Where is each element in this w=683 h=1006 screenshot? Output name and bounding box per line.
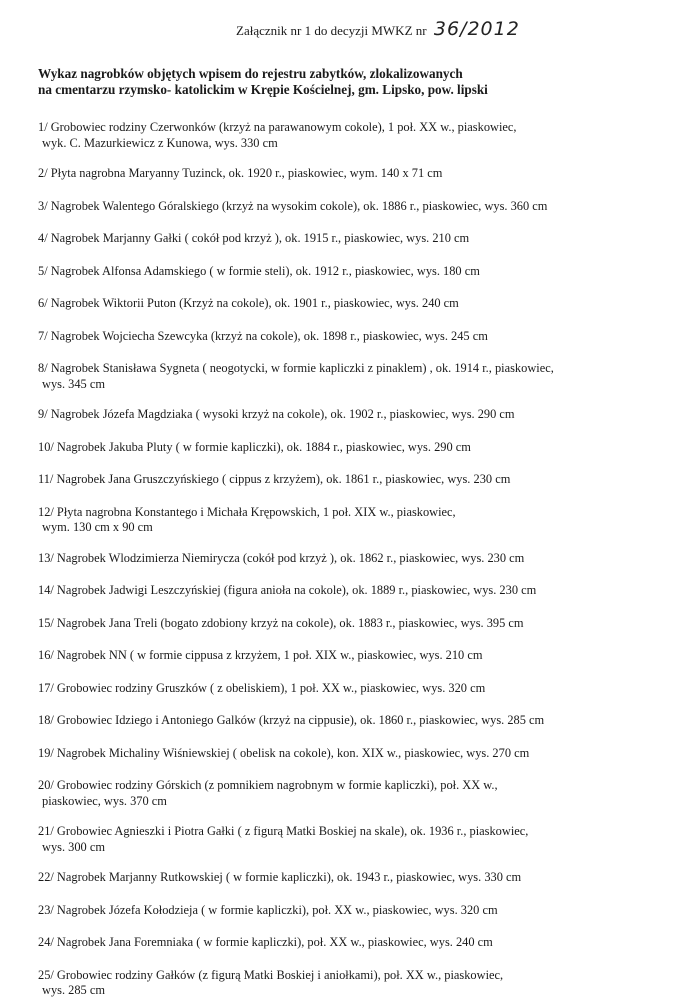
list-item-line-2: wys. 300 cm — [42, 839, 105, 854]
list-item-line-1: 7/ Nagrobek Wojciecha Szewcyka (krzyż na cokole), ok. 1898 r., piaskowiec, wys. 245 cm — [38, 328, 488, 343]
list-item — [38, 616, 668, 632]
list-spacer — [38, 344, 668, 361]
list-spacer — [38, 566, 668, 583]
list-item-line-1: 6/ Nagrobek Wiktorii Puton (Krzyż na cokole), ok. 1901 r., piaskowiec, wys. 240 cm — [38, 296, 459, 310]
list-item-line-2: piaskowiec, wys. 370 cm — [42, 793, 167, 808]
list-spacer — [38, 455, 668, 472]
list-spacer — [38, 631, 668, 648]
list-item-line-1: 17/ Grobowiec rodziny Gruszków ( z obeliskiem), 1 poł. XX w., piaskowiec, wys. 320 cm — [38, 680, 486, 695]
list-item — [38, 505, 668, 536]
list-item — [38, 746, 668, 762]
attachment-header — [236, 18, 520, 40]
list-item-line-1: 20/ Grobowiec rodziny Górskich (z pomnikiem nagrobnym w formie kapliczki), poł. XX w., — [38, 778, 498, 792]
list-item-line-1: 8/ Nagrobek Stanisława Sygneta ( neogotycki, w formie kapliczki z pinaklem) , ok. 1914 r., piaskowiec, — [38, 361, 554, 375]
list-spacer — [38, 182, 668, 199]
list-spacer — [38, 918, 668, 935]
document-title-line-1: Wykaz nagrobków objętych wpisem do rejestru zabytków, zlokalizowanych — [38, 66, 463, 81]
document-title-line-2: na cmentarzu rzymsko- katolickim w Krępie Kościelnej, gm. Lipsko, pow. lipski — [38, 82, 488, 97]
list-spacer — [38, 664, 668, 681]
list-item — [38, 551, 668, 567]
list-item-line-1: 13/ Nagrobek Wlodzimierza Niemirycza (cokół pod krzyż ), ok. 1862 r., piaskowiec, wys. 230 cm — [38, 550, 525, 565]
list-spacer — [38, 214, 668, 231]
document-title — [38, 66, 638, 98]
list-item — [38, 199, 668, 215]
list-item-line-1: 9/ Nagrobek Józefa Magdziaka ( wysoki krzyż na cokole), ok. 1902 r., piaskowiec, wys. 290 cm — [38, 407, 515, 421]
list-item-line-1: 18/ Grobowiec Idziego i Antoniego Galków (krzyż na cippusie), ok. 1860 r., piaskowiec, wys. 285 cm — [38, 713, 545, 727]
list-item-line-1: 1/ Grobowiec rodziny Czerwonków (krzyż na parawanowym cokole), 1 poł. XX w., piaskowiec, — [38, 120, 517, 134]
list-item-line-2: wys. 345 cm — [42, 376, 105, 391]
list-spacer — [38, 488, 668, 505]
list-item-line-1: 2/ Płyta nagrobna Maryanny Tuzinck, ok. 1920 r., piaskowiec, wym. 140 x 71 cm — [38, 166, 443, 180]
list-item-line-1: 24/ Nagrobek Jana Foremniaka ( w formie kapliczki), poł. XX w., piaskowiec, wys. 240 cm — [38, 935, 493, 949]
list-item-line-1: 4/ Nagrobek Marjanny Gałki ( cokół pod krzyż ), ok. 1915 r., piaskowiec, wys. 210 cm — [38, 231, 470, 245]
list-item — [38, 166, 668, 182]
list-item-line-1: 15/ Nagrobek Jana Treli (bogato zdobiony krzyż na cokole), ok. 1883 r., piaskowiec, wys. 395 cm — [38, 615, 524, 630]
list-item — [38, 120, 668, 151]
list-item — [38, 296, 668, 312]
list-item-line-1: 23/ Nagrobek Józefa Kołodzieja ( w formie kapliczki), poł. XX w., piaskowiec, wys. 320 cm — [38, 902, 498, 917]
list-item-line-2: wys. 285 cm — [42, 983, 105, 997]
list-item — [38, 935, 668, 951]
gravestone-list — [38, 120, 668, 999]
list-item — [38, 231, 668, 247]
list-item — [38, 968, 668, 999]
list-spacer — [38, 247, 668, 264]
list-item — [38, 824, 668, 855]
list-item-line-1: 3/ Nagrobek Walentego Góralskiego (krzyż na wysokim cokole), ok. 1886 r., piaskowiec, wys. 360 cm — [38, 198, 548, 213]
list-item — [38, 440, 668, 456]
list-item — [38, 361, 668, 392]
list-item-line-1: 25/ Grobowiec rodziny Gałków (z figurą Matki Boskiej i aniołkami), poł. XX w., piaskowiec, — [38, 967, 504, 982]
list-item — [38, 583, 668, 599]
list-spacer — [38, 151, 668, 166]
list-spacer — [38, 809, 668, 824]
list-spacer — [38, 729, 668, 746]
list-spacer — [38, 423, 668, 440]
list-item-line-2: wym. 130 cm x 90 cm — [42, 520, 153, 534]
list-item — [38, 472, 668, 488]
list-spacer — [38, 696, 668, 713]
list-item-line-1: 21/ Grobowiec Agnieszki i Piotra Gałki ( z figurą Matki Boskiej na skale), ok. 1936 r., piaskowiec, — [38, 824, 529, 838]
list-spacer — [38, 761, 668, 778]
list-spacer — [38, 536, 668, 551]
list-item — [38, 648, 668, 664]
list-spacer — [38, 392, 668, 407]
list-item — [38, 903, 668, 919]
attachment-header-text: Załącznik nr 1 do decyzji MWKZ nr — [236, 23, 427, 38]
list-item-line-1: 5/ Nagrobek Alfonsa Adamskiego ( w formie steli), ok. 1912 r., piaskowiec, wys. 180 cm — [38, 263, 480, 278]
list-item-line-1: 14/ Nagrobek Jadwigi Leszczyńskiej (figura anioła na cokole), ok. 1889 r., piaskowiec, wys. 230 cm — [38, 583, 537, 597]
list-item-line-1: 10/ Nagrobek Jakuba Pluty ( w formie kapliczki), ok. 1884 r., piaskowiec, wys. 290 cm — [38, 439, 471, 454]
list-item — [38, 778, 668, 809]
list-item-line-2: wyk. C. Mazurkiewicz z Kunowa, wys. 330 cm — [42, 135, 278, 150]
list-item — [38, 264, 668, 280]
list-spacer — [38, 599, 668, 616]
list-item — [38, 713, 668, 729]
list-item — [38, 407, 668, 423]
handwritten-decision-number: 36/2012 — [433, 18, 520, 40]
list-item — [38, 870, 668, 886]
list-spacer — [38, 951, 668, 968]
list-item — [38, 681, 668, 697]
list-item-line-1: 12/ Płyta nagrobna Konstantego i Michała Krępowskich, 1 poł. XIX w., piaskowiec, — [38, 504, 456, 519]
list-item-line-1: 11/ Nagrobek Jana Gruszczyńskiego ( cippus z krzyżem), ok. 1861 r., piaskowiec, wys. 230 cm — [38, 472, 511, 486]
list-item-line-1: 16/ Nagrobek NN ( w formie cippusa z krzyżem, 1 poł. XIX w., piaskowiec, wys. 210 cm — [38, 648, 483, 662]
list-item — [38, 329, 668, 345]
list-item-line-1: 19/ Nagrobek Michaliny Wiśniewskiej ( obelisk na cokole), kon. XIX w., piaskowiec, wys. 270 cm — [38, 745, 530, 760]
list-spacer — [38, 279, 668, 296]
list-item-line-1: 22/ Nagrobek Marjanny Rutkowskiej ( w formie kapliczki), ok. 1943 r., piaskowiec, wys. 330 cm — [38, 870, 522, 884]
list-spacer — [38, 886, 668, 903]
list-spacer — [38, 312, 668, 329]
list-spacer — [38, 855, 668, 870]
